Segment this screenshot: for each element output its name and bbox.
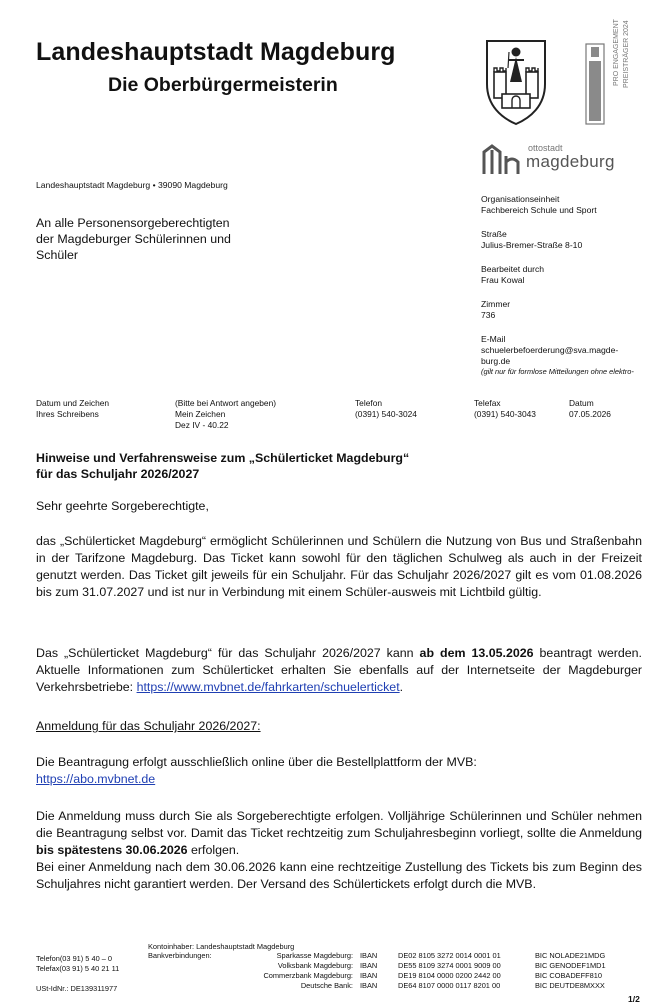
bank-label: Bankverbindungen: xyxy=(148,951,212,960)
email-label: E-Mail xyxy=(481,334,506,344)
mvb-schuelerticket-link[interactable]: https://www.mvbnet.de/fahrkarten/schuelerticket xyxy=(136,680,400,695)
iban-value: DE02 8105 3272 0014 0001 01 xyxy=(398,951,501,960)
bic-value: BIC GENODEF1MD1 xyxy=(535,961,606,970)
ottostadt-logo-icon xyxy=(482,144,526,176)
iban-label: IBAN xyxy=(360,951,378,960)
logo-small-text: ottostadt xyxy=(528,143,563,153)
your-ref-label-2: Ihres Schreibens xyxy=(36,409,99,419)
p2-text-c: beantragt werden. Aktuelle Informationen zum Schülerticket erhalten Sie ebenfalls auf der Internetseite der Magdeburger Verkehrsbetriebe: xyxy=(36,646,642,695)
letterhead-title: Landeshauptstadt Magdeburg xyxy=(36,38,396,66)
recipient-line: der Magdeburger Schülerinnen und xyxy=(36,232,231,246)
iban-label: IBAN xyxy=(360,981,378,990)
iban-value: DE64 8107 0000 0117 8201 00 xyxy=(398,981,501,990)
p4-text-a: Die Anmeldung muss durch Sie als Sorgeberechtigte erfolgen. Volljährige Schülerinnen und Schüler nehmen die Beantragung selbst vor. Damit das Ticket rechtzeitig zum Schuljahresbeginn vorliegt, sollte die Anmeldung xyxy=(36,809,642,841)
account-holder: Kontoinhaber: Landeshauptstadt Magdeburg xyxy=(148,942,295,951)
date-value: 07.05.2026 xyxy=(569,409,611,419)
our-ref-note: (Bitte bei Antwort angeben) xyxy=(175,398,277,408)
room-label: Zimmer xyxy=(481,299,511,309)
street-value: Julius-Bremer-Straße 8-10 xyxy=(481,240,583,250)
p4-text-c: erfolgen. xyxy=(187,843,240,858)
p2-date: ab dem 13.05.2026 xyxy=(419,646,534,660)
fax-column xyxy=(474,398,536,420)
coat-of-arms-icon xyxy=(484,38,548,126)
email-value: schuelerbefoerderung@sva.magde- xyxy=(481,345,619,355)
org-label: Organisationseinheit xyxy=(481,194,560,204)
bic-value: BIC DEUTDE8MXXX xyxy=(535,981,605,990)
street-label: Straße xyxy=(481,229,507,239)
iban-label: IBAN xyxy=(360,971,378,980)
footer-vat: USt-IdNr.: DE139311977 xyxy=(36,984,118,993)
our-ref-value: Dez IV - 40.22 xyxy=(175,420,229,430)
footer-fax: Telefax(03 91) 5 40 21 11 xyxy=(36,964,120,973)
subject xyxy=(36,450,409,482)
p2-end: . xyxy=(399,680,404,695)
paragraph-5-text: Bei einer Anmeldung nach dem 30.06.2026 kann eine rechtzeitige Zustellung des Tickets bis zum Beginn des Schuljahres nicht garantiert werden. Der Versand des Schülertickets erfolgt durch die MVB. xyxy=(36,860,642,892)
bank-name: Sparkasse Magdeburg: xyxy=(276,951,353,960)
page-number: 1/2 xyxy=(628,994,640,1004)
paragraph-1 xyxy=(36,533,642,601)
iban-value: DE55 8109 3274 0001 9009 00 xyxy=(398,961,501,970)
paragraph-3 xyxy=(36,754,642,788)
email-note: (gilt nur für formlose Mitteilungen ohne elektro- xyxy=(481,367,634,376)
fax-value: (0391) 540-3043 xyxy=(474,409,536,419)
subject-line-2: für das Schuljahr 2026/2027 xyxy=(36,467,200,481)
room-value: 736 xyxy=(481,310,496,320)
bank-name: Commerzbank Magdeburg: xyxy=(263,971,353,980)
letterhead-subtitle: Die Oberbürgermeisterin xyxy=(108,74,338,96)
phone-value: (0391) 540-3024 xyxy=(355,409,417,419)
recipient-block xyxy=(36,215,231,263)
bank-name: Deutsche Bank: xyxy=(300,981,353,990)
bic-value: BIC COBADEFF810 xyxy=(535,971,602,980)
date-column xyxy=(569,398,611,420)
iban-label: IBAN xyxy=(360,961,378,970)
paragraph-1-text: das „Schülerticket Magdeburg“ ermöglicht Schülerinnen und Schülern die Nutzung von Bus und Straßenbahn in der Tarifzone Magdeburg. Das Ticket kann sowohl für den täglichen Schulweg als auch in der Freizeit genutzt werden. Das Ticket gilt jeweils für ein Schuljahr. Für das Schuljahr 2026/2027 gilt es vom 01.08.2026 bis zum 31.07.2027 und ist nur in Verbindung mit einem Schüler-ausweis mit Lichtbild gültig. xyxy=(36,534,642,600)
phone-column xyxy=(355,398,417,420)
fax-label: Telefax xyxy=(474,398,501,408)
salutation: Sehr geehrte Sorgeberechtigte, xyxy=(36,499,209,513)
recipient-line: An alle Personensorgeberechtigten xyxy=(36,216,230,230)
p2-text-a: Das „Schülerticket Magdeburg“ für das Schuljahr 2026/2027 kann xyxy=(36,646,420,660)
logo-big-text: magdeburg xyxy=(526,152,615,171)
paragraph-2 xyxy=(36,645,642,696)
subject-line-1: Hinweise und Verfahrensweise zum „Schülerticket Magdeburg“ xyxy=(36,451,410,465)
paragraph-3-text: Die Beantragung erfolgt ausschließlich online über die Bestellplattform der MVB: xyxy=(36,755,477,769)
footer-phone: Telefon(03 91) 5 40 – 0 xyxy=(36,954,113,963)
org-value: Fachbereich Schule und Sport xyxy=(481,205,597,215)
date-label: Datum xyxy=(569,398,594,408)
bic-value: BIC NOLADE21MDG xyxy=(535,951,606,960)
your-ref-column xyxy=(36,398,109,420)
your-ref-label: Datum und Zeichen xyxy=(36,398,110,408)
recipient-line: Schüler xyxy=(36,248,79,262)
paragraph-4 xyxy=(36,808,642,893)
clerk-value: Frau Kowal xyxy=(481,275,525,285)
mvb-abo-link[interactable]: https://abo.mvbnet.de xyxy=(36,772,156,787)
iban-value: DE19 8104 0000 0200 2442 00 xyxy=(398,971,501,980)
clerk-label: Bearbeitet durch xyxy=(481,264,545,274)
phone-label: Telefon xyxy=(355,398,383,408)
sender-line: Landeshauptstadt Magdeburg • 39090 Magdeburg xyxy=(36,180,228,190)
our-ref-label: Mein Zeichen xyxy=(175,409,226,419)
bank-name: Volksbank Magdeburg: xyxy=(277,961,353,970)
award-label-2: PREISTRÄGER 2024 xyxy=(623,20,630,88)
section-heading: Anmeldung für das Schuljahr 2026/2027: xyxy=(36,719,261,733)
email-value-cont: burg.de xyxy=(481,356,511,366)
award-label-1: PRO ENGAGEMENT xyxy=(613,19,620,86)
our-ref-column xyxy=(175,398,276,431)
p4-deadline: bis spätestens 30.06.2026 xyxy=(36,843,188,858)
